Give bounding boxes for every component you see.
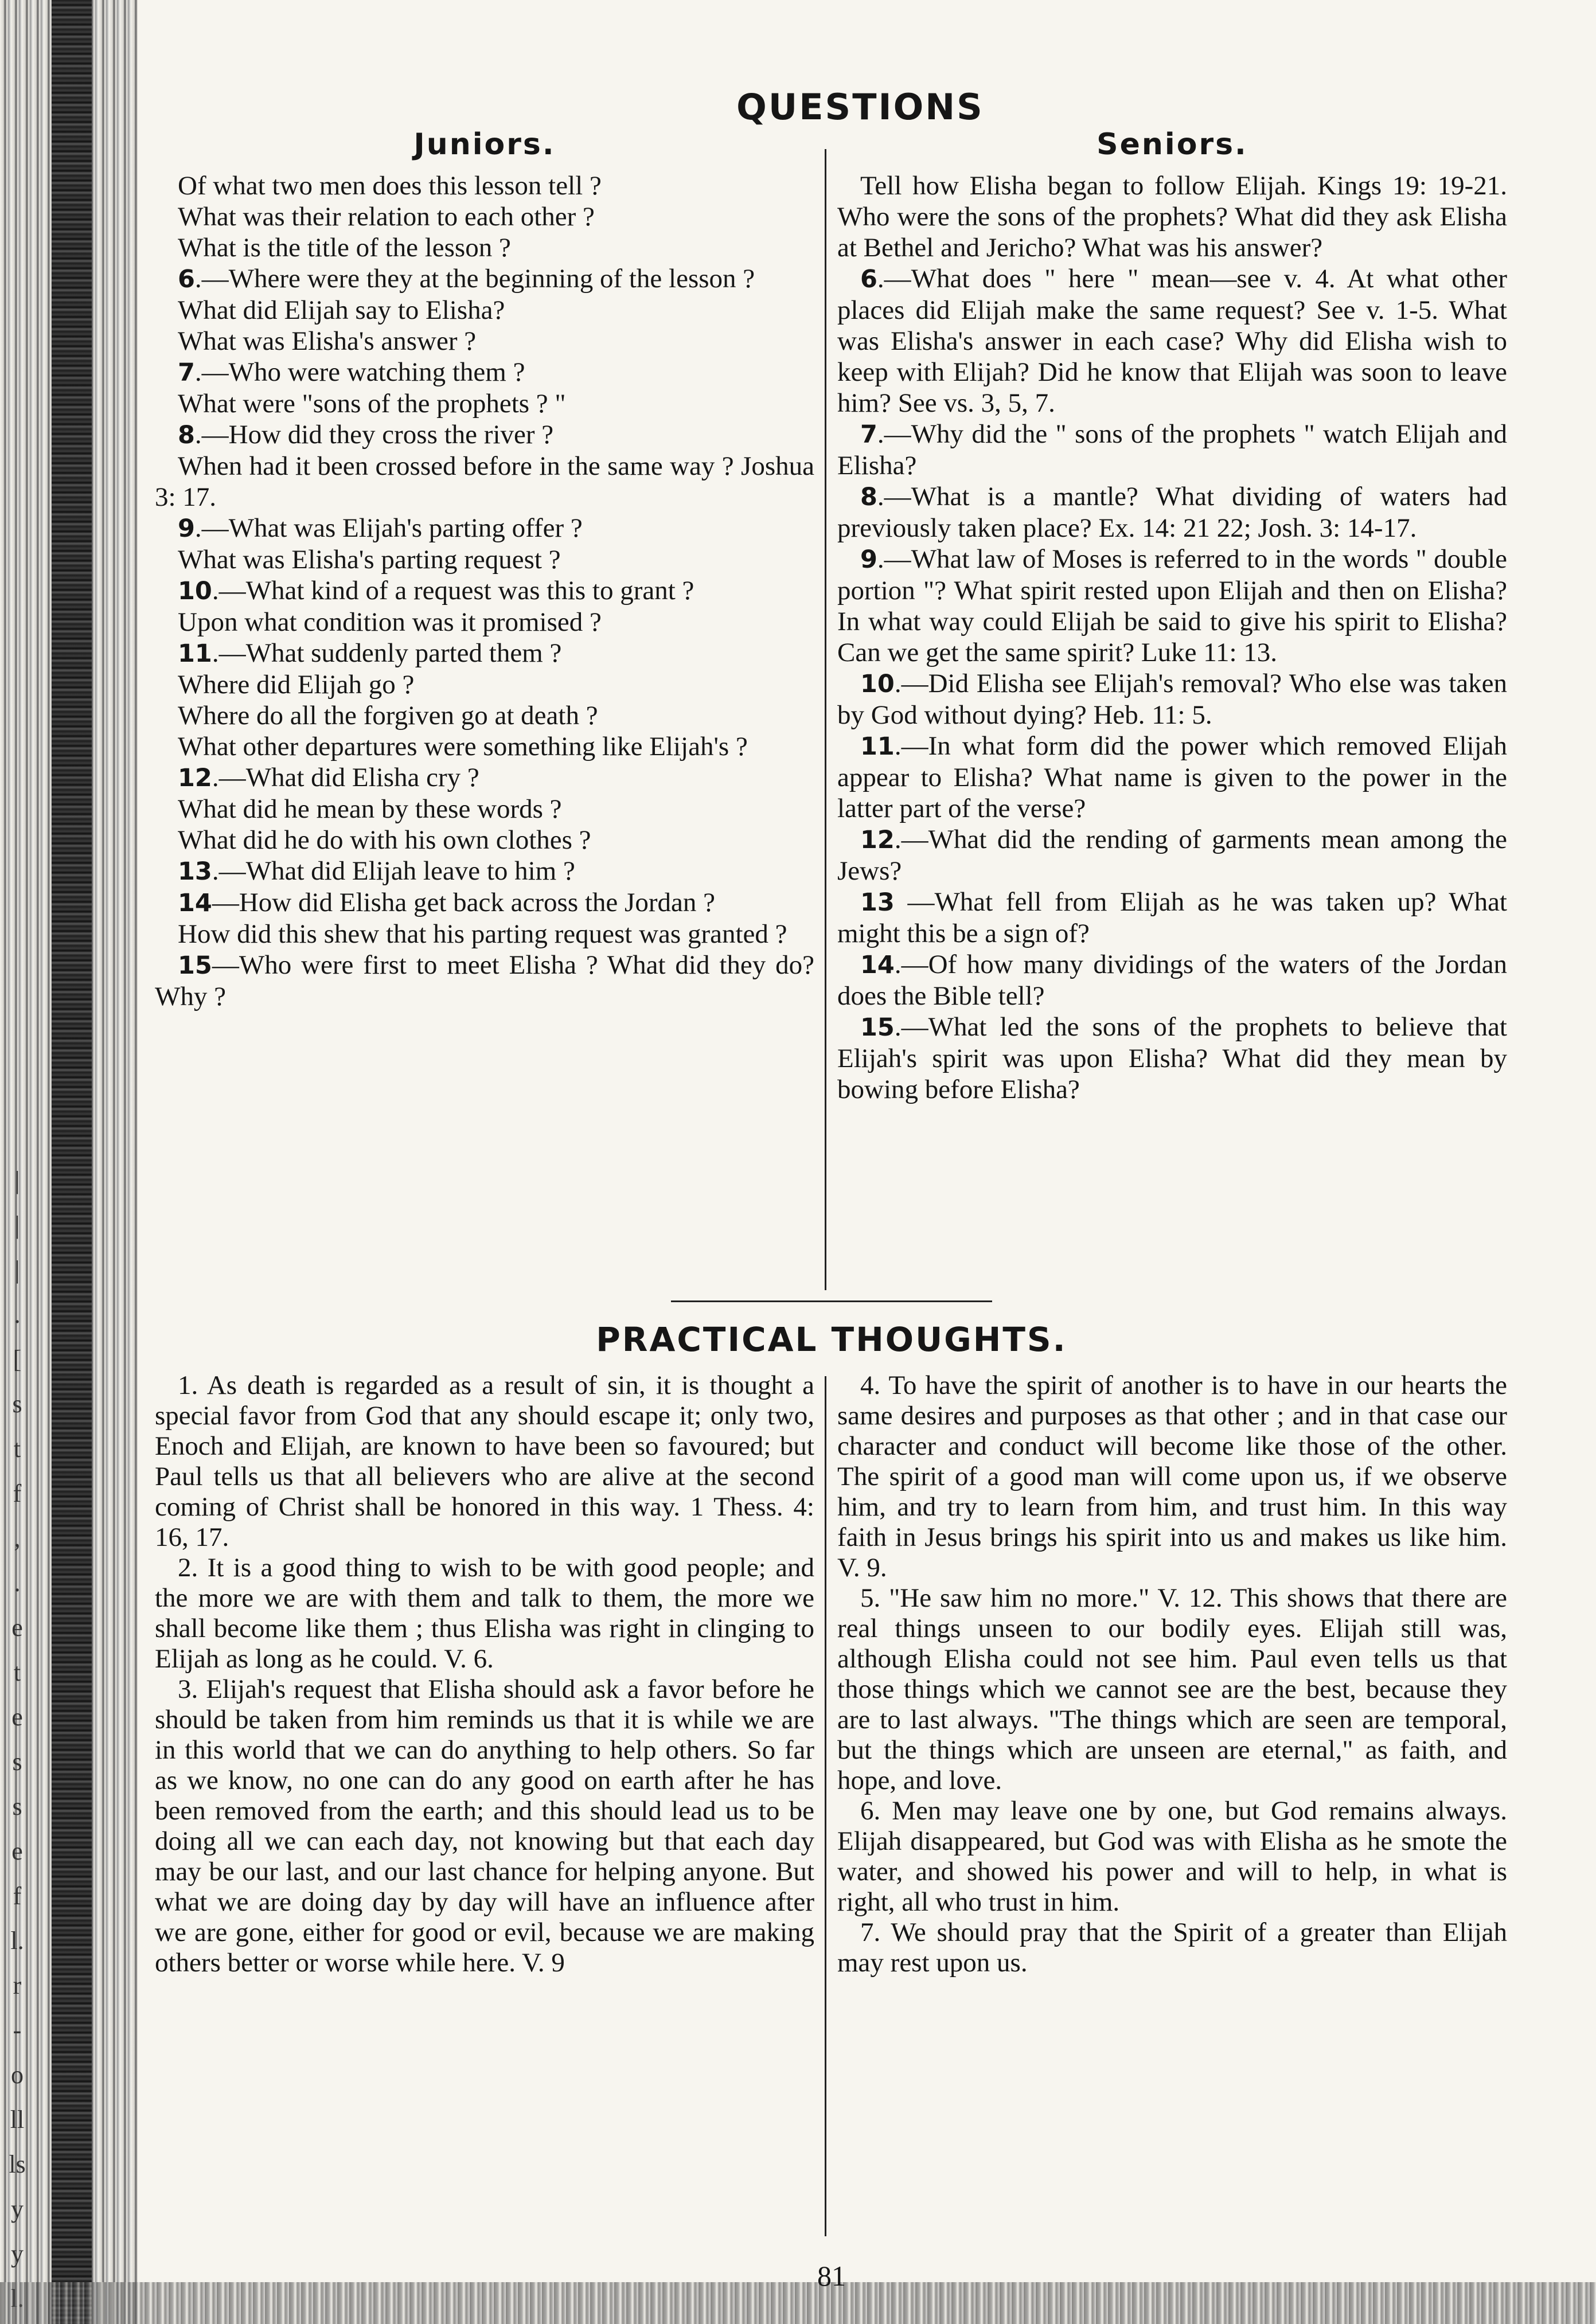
- juniors-question: [155, 731, 814, 762]
- seniors-question-text: .—Of how many dividings of the waters of the Jordan does the Bible tell?: [837, 950, 1507, 1011]
- juniors-question: [155, 762, 814, 794]
- column-divider: [825, 149, 826, 1290]
- seniors-question-number: 15: [860, 1013, 895, 1042]
- seniors-question-number: 13: [860, 888, 895, 917]
- juniors-question-text: What were "sons of the prophets ? ": [178, 389, 566, 419]
- practical-right-paragraph: 7. We should pray that the Spirit of a greater than Elijah may rest upon us.: [837, 1917, 1507, 1978]
- seniors-question-text: .—What did the rending of garments mean among the Jews?: [837, 825, 1507, 886]
- seniors-question-text: .—What is a mantle? What dividing of waters had previously taken place? Ex. 14: 21 22; Josh. 3: 14-17.: [837, 482, 1507, 543]
- practical-right-column: [837, 1370, 1507, 1978]
- seniors-question: [837, 731, 1507, 824]
- juniors-question: [155, 263, 814, 295]
- margin-mark: y: [11, 2195, 24, 2223]
- margin-mark: l.: [10, 1927, 24, 1955]
- seniors-question-text: .—Did Elisha see Elijah's removal? Who else was taken by God without dying? Heb. 11: 5.: [837, 669, 1507, 730]
- juniors-question: [155, 326, 814, 357]
- seniors-questions: [837, 170, 1507, 1105]
- juniors-question-number: 6: [178, 265, 195, 294]
- juniors-question-text: Upon what condition was it promised ?: [178, 607, 602, 637]
- practical-left-paragraph: 1. As death is regarded as a result of sin, it is thought a special favor from God that any should escape it; only two, Enoch and Elijah, are known to have been so favoured; but Paul tells us that all believers who are alive at the second coming of Christ shall be honored in this way. 1 Thess. 4: 16, 17.: [155, 1370, 814, 1552]
- juniors-question: [155, 887, 814, 919]
- seniors-column: [837, 129, 1507, 1105]
- juniors-heading: Juniors.: [413, 127, 556, 162]
- section-divider: [671, 1300, 992, 1302]
- juniors-question: [155, 419, 814, 451]
- juniors-question-text: What was their relation to each other ?: [178, 202, 595, 232]
- seniors-question: [837, 481, 1507, 544]
- juniors-question-number: 15: [178, 951, 212, 980]
- margin-mark: .: [14, 1569, 21, 1597]
- practical-left-paragraph: 2. It is a good thing to wish to be with good people; and the more we are with them and talk to them, the more we shall become like them ; thus Elisha was right in clinging to Elijah as long as he could. V. 6.: [155, 1553, 814, 1674]
- margin-mark: s: [12, 1792, 22, 1821]
- juniors-question: [155, 295, 814, 326]
- juniors-column: [155, 129, 814, 1012]
- practical-right-paragraph: 6. Men may leave one by one, but God remains always. Elijah disappeared, but God was with Elisha as he smote the water, and showed his power and will to help, in what is right, all who trust in him.: [837, 1796, 1507, 1917]
- juniors-question: [155, 856, 814, 887]
- juniors-question-number: 14: [178, 889, 212, 917]
- seniors-question-number: 11: [860, 732, 895, 761]
- juniors-question-text: .—What was Elijah's parting offer ?: [194, 513, 583, 543]
- seniors-question-number: 14: [860, 951, 895, 979]
- juniors-question: [155, 232, 814, 263]
- practical-left-paragraph: 3. Elijah's request that Elisha should ask a favor before he should be taken from him reminds us that it is while we are in this world that we can do anything to help others. So far as we know, no one can do any good on earth after he has been removed from the earth; and this should lead us to be doing all we can each day, not knowing but that each day may be our last, and our last chance for helping anyone. But what we are doing day by day will have an influence after we are gone, either for good or evil, because we are making others better or worse while here. V. 9: [155, 1674, 814, 1978]
- page-number: 81: [817, 2260, 846, 2292]
- seniors-question-number: 7: [860, 420, 877, 449]
- margin-mark: t: [13, 1435, 21, 1463]
- juniors-question-number: 10: [178, 577, 212, 606]
- juniors-question: [155, 513, 814, 544]
- seniors-question-text: .—What does " here " mean—see v. 4. At what other places did Elijah make the same request? See v. 1-5. What was Elisha's answer in each case? Why did Elisha wish to keep with Elijah? Did he know that Elijah was soon to leave him? See vs. 3, 5, 7.: [837, 264, 1507, 418]
- seniors-question-number: 10: [860, 670, 895, 698]
- practical-column-divider: [825, 1376, 826, 2236]
- seniors-question: [837, 263, 1507, 419]
- margin-mark: |: [14, 1256, 20, 1284]
- seniors-question-number: 12: [860, 826, 895, 854]
- juniors-question-text: Of what two men does this lesson tell ?: [178, 171, 602, 201]
- juniors-question-text: .—What kind of a request was this to grant ?: [212, 576, 694, 606]
- seniors-heading: Seniors.: [1096, 127, 1248, 162]
- juniors-question-text: What did he do with his own clothes ?: [178, 825, 591, 855]
- margin-mark: ,: [14, 1524, 21, 1552]
- juniors-question-text: What was Elisha's parting request ?: [178, 545, 561, 575]
- juniors-question-text: —Who were first to meet Elisha ? What did they do? Why ?: [155, 950, 814, 1011]
- seniors-question-number: 8: [860, 483, 877, 511]
- juniors-question-text: .—What suddenly parted them ?: [212, 638, 562, 668]
- margin-mark: ll: [10, 2106, 25, 2134]
- juniors-question-number: 8: [178, 421, 195, 450]
- margin-mark: e: [11, 1837, 23, 1865]
- margin-mark: y: [11, 2240, 24, 2268]
- practical-thoughts-heading: PRACTICAL THOUGHTS.: [596, 1320, 1067, 1359]
- seniors-question: [837, 544, 1507, 668]
- seniors-question: [837, 170, 1507, 263]
- juniors-question-text: What is the title of the lesson ?: [178, 233, 511, 263]
- seniors-question-number: 6: [860, 265, 877, 294]
- seniors-question-text: .—Why did the " sons of the prophets " watch Elijah and Elisha?: [837, 419, 1507, 481]
- seniors-question: [837, 949, 1507, 1011]
- juniors-question: [155, 451, 814, 513]
- seniors-question: [837, 1011, 1507, 1105]
- practical-right-paragraph: 4. To have the spirit of another is to have in our hearts the same desires and purposes as that other ; and in that case our character and conduct will become like those of the other. The spirit of a good man will come upon us, if we observe him, and try to learn from him, and trust him. In this way faith in Jesus brings his spirit into us and makes us like him. V. 9.: [837, 1370, 1507, 1583]
- margin-mark: f: [13, 1479, 22, 1507]
- juniors-question: [155, 575, 814, 607]
- margin-mark: |: [14, 1211, 20, 1239]
- seniors-question: [837, 824, 1507, 886]
- margin-mark: f: [13, 1882, 22, 1910]
- juniors-question: [155, 794, 814, 825]
- practical-left-column: [155, 1370, 814, 1978]
- margin-mark: s: [12, 1390, 22, 1418]
- juniors-question: [155, 825, 814, 856]
- practical-right-paragraph: 5. "He saw him no more." V. 12. This shows that there are real things unseen to our bodily eyes. Elijah still was, although Elisha could not see him. Paul even tells us that those things which we cannot see are the best, because they are to last always. "The things which are seen are temporal, but the things which are unseen are eternal," as faith, and hope, and love.: [837, 1583, 1507, 1795]
- juniors-question-text: What did he mean by these words ?: [178, 794, 562, 824]
- margin-mark: .: [14, 1300, 21, 1329]
- margin-mark: e: [11, 1703, 23, 1731]
- juniors-question-text: How did this shew that his parting request was granted ?: [178, 919, 787, 949]
- juniors-question-text: —How did Elisha get back across the Jordan ?: [212, 888, 715, 917]
- margin-mark: |: [14, 1166, 20, 1194]
- juniors-question-text: Where do all the forgiven go at death ?: [178, 701, 598, 731]
- juniors-question: [155, 607, 814, 638]
- margin-mark: o: [11, 2061, 24, 2089]
- juniors-question-text: .—Where were they at the beginning of the lesson ?: [194, 264, 755, 294]
- juniors-question-text: .—Who were watching them ?: [194, 357, 525, 387]
- juniors-question: [155, 544, 814, 575]
- margin-bleed-marks: [0, 1158, 34, 2321]
- juniors-question: [155, 357, 814, 388]
- juniors-question-text: .—How did they cross the river ?: [194, 420, 554, 450]
- seniors-question-text: .—What law of Moses is referred to in the words " double portion "? What spirit rested upon Elijah and then on Elisha? In what way could Elijah be said to give his spirit to Elisha? Can we get the same spirit? Luke 11: 13.: [837, 544, 1507, 667]
- juniors-question-text: When had it been crossed before in the same way ? Joshua 3: 17.: [155, 451, 814, 512]
- juniors-question-text: What was Elisha's answer ?: [178, 326, 477, 356]
- seniors-question-text: —What fell from Elijah as he was taken up? What might this be a sign of?: [837, 887, 1507, 948]
- juniors-question-text: What other departures were something like Elijah's ?: [178, 732, 748, 761]
- margin-mark: s: [12, 1748, 22, 1776]
- page-title: QUESTIONS: [736, 86, 984, 128]
- juniors-question-text: Where did Elijah go ?: [178, 670, 415, 700]
- margin-mark: r: [13, 1971, 22, 1999]
- juniors-question-number: 7: [178, 358, 195, 387]
- juniors-question-number: 9: [178, 514, 195, 543]
- juniors-question: [155, 638, 814, 669]
- seniors-question-text: .—In what form did the power which removed Elijah appear to Elisha? What name is given to the power in the latter part of the verse?: [837, 731, 1507, 823]
- juniors-question-text: .—What did Elijah leave to him ?: [212, 856, 575, 886]
- juniors-question: [155, 950, 814, 1012]
- juniors-question-number: 13: [178, 857, 212, 886]
- seniors-question: [837, 886, 1507, 949]
- seniors-question: [837, 419, 1507, 481]
- juniors-question: [155, 388, 814, 419]
- juniors-question-text: What did Elijah say to Elisha?: [178, 295, 505, 325]
- margin-mark: t: [13, 1658, 21, 1686]
- seniors-question-number: 9: [860, 545, 877, 574]
- seniors-question: [837, 668, 1507, 731]
- margin-mark: e: [11, 1614, 23, 1642]
- juniors-question: [155, 700, 814, 731]
- seniors-question-text: Tell how Elisha began to follow Elijah. Kings 19: 19-21. Who were the sons of the prophets? What did they ask Elisha at Bethel and Jericho? What was his answer?: [837, 171, 1507, 263]
- book-gutter-shadow: [52, 0, 92, 2324]
- margin-mark: -: [13, 2016, 22, 2044]
- juniors-question: [155, 170, 814, 201]
- juniors-question-number: 12: [178, 764, 212, 792]
- margin-mark: [: [13, 1345, 22, 1373]
- juniors-question: [155, 919, 814, 950]
- juniors-question-number: 11: [178, 639, 212, 668]
- juniors-question: [155, 201, 814, 232]
- margin-mark: ls: [9, 2150, 26, 2178]
- juniors-question: [155, 669, 814, 700]
- seniors-question-text: .—What led the sons of the prophets to believe that Elijah's spirit was upon Elisha? What did they mean by bowing before Elisha?: [837, 1012, 1507, 1104]
- juniors-questions: [155, 170, 814, 1012]
- juniors-question-text: .—What did Elisha cry ?: [212, 763, 479, 792]
